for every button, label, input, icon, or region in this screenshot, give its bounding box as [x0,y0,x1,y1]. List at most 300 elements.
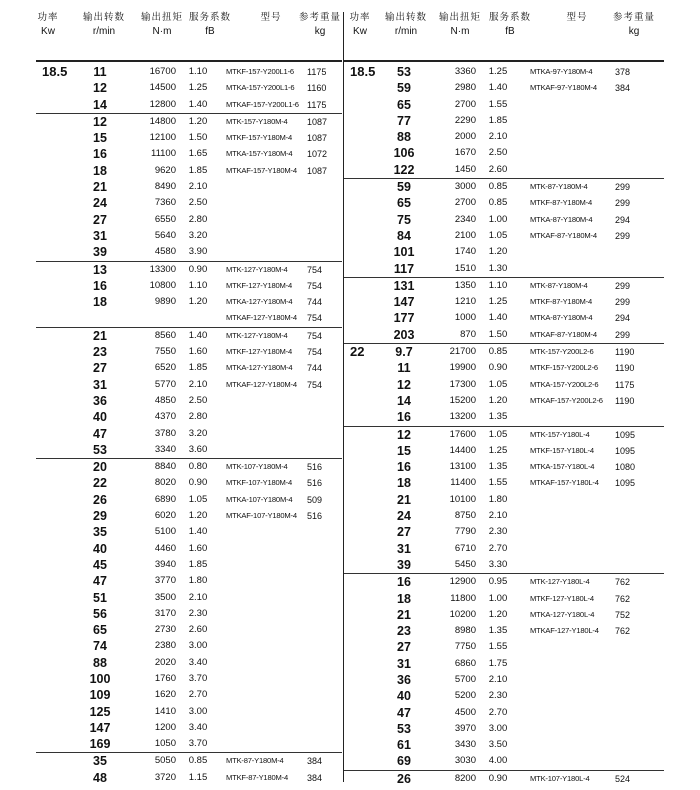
speed-cell: 177 [393,311,415,326]
model-cell: MTKAF-157-Y200L1-6 [226,99,299,109]
header-model-zh: 型号 [260,12,282,23]
speed-cell: 53 [397,721,411,736]
weight-cell: 299 [615,297,631,308]
torque-cell: 11100 [150,148,176,160]
service-factor-cell: 2.70 [488,542,508,554]
weight-cell: 1190 [615,347,635,358]
table-row [36,704,342,720]
weight-cell: 1095 [615,478,636,489]
service-factor-cell: 1.20 [488,394,508,406]
speed-cell: 31 [93,228,107,243]
speed-cell: 59 [397,180,411,195]
header-speed [378,12,434,38]
service-factor-cell: 1.80 [188,575,208,587]
torque-cell: 1410 [154,705,176,717]
model-cell: MTK-157-Y180M-4 [226,116,288,126]
weight-cell: 744 [307,297,323,308]
table-row [36,360,342,376]
speed-cell: 16 [93,278,107,293]
table-row [344,113,664,129]
torque-cell: 5050 [154,755,176,767]
speed-cell: 15 [93,131,107,146]
weight-cell: 516 [307,462,323,473]
table-row [36,228,342,244]
service-factor-cell: 0.85 [488,181,508,193]
speed-cell: 75 [397,212,411,227]
service-factor-cell: 2.50 [488,147,508,159]
service-factor-cell: 2.30 [488,690,508,702]
service-factor-cell: 1.65 [188,148,208,160]
speed-cell: 27 [397,525,411,540]
header-factor [482,12,538,38]
service-factor-cell: 0.90 [188,263,208,275]
service-factor-cell: 2.60 [188,624,208,636]
service-factor-cell: 1.55 [488,477,508,489]
torque-cell: 8840 [154,461,176,473]
speed-cell: 27 [93,361,107,376]
speed-cell: 14 [93,97,107,112]
torque-cell: 15200 [449,394,476,406]
service-factor-cell: 1.05 [488,428,508,440]
table-row [36,163,342,179]
weight-cell: 524 [615,773,631,784]
table-row [344,557,664,573]
service-factor-cell: 1.55 [488,98,508,110]
speed-cell: 24 [397,509,411,524]
weight-cell: 384 [307,772,323,783]
speed-cell: 125 [89,704,111,719]
model-cell: MTKAF-157-Y180L-4 [530,478,599,488]
speed-cell: 23 [397,624,411,639]
service-factor-cell: 1.20 [488,246,508,258]
torque-cell: 870 [460,328,476,340]
speed-cell: 45 [93,557,107,572]
speed-cell: 18 [397,591,411,606]
service-factor-cell: 0.85 [188,755,208,767]
weight-cell: 762 [615,593,631,604]
speed-cell: 131 [393,278,415,293]
header-factor [182,12,238,38]
weight-cell: 299 [615,230,631,241]
torque-cell: 10100 [449,493,476,505]
table-row [344,212,664,228]
weight-cell: 1190 [615,363,635,374]
table-row [36,344,342,360]
speed-cell: 16 [397,460,411,475]
speed-cell: 12 [93,81,107,96]
weight-cell: 1175 [307,67,327,77]
speed-cell: 16 [397,410,411,425]
torque-cell: 3000 [454,181,476,193]
speed-cell: 47 [93,426,107,441]
service-factor-cell: 3.20 [188,427,208,439]
model-cell: MTKF-87-Y180M-4 [530,297,592,307]
service-factor-cell: 3.40 [188,721,208,733]
speed-cell: 65 [397,196,411,211]
model-cell: MTK-87-Y180M-4 [530,280,588,290]
table-row [344,228,664,244]
speed-cell: 16 [93,147,107,162]
speed-cell: 23 [93,345,107,360]
service-factor-cell: 2.80 [188,411,208,423]
weight-cell: 299 [615,329,631,340]
weight-cell: 294 [615,313,631,324]
service-factor-cell: 1.30 [488,262,508,274]
torque-cell: 6710 [454,542,476,554]
torque-cell: 3780 [154,427,176,439]
service-factor-cell: 2.10 [488,673,508,685]
torque-cell: 5200 [454,690,476,702]
torque-cell: 1200 [154,721,176,733]
torque-cell: 3430 [454,739,476,751]
service-factor-cell: 2.30 [488,526,508,538]
table-row [344,770,664,787]
speed-cell: 13 [93,262,107,277]
model-cell: MTKF-107-Y180M-4 [226,478,293,488]
speed-cell: 14 [397,393,411,408]
table-row [36,752,342,769]
torque-cell: 13100 [449,461,476,473]
service-factor-cell: 1.00 [488,213,508,225]
torque-cell: 2700 [454,98,476,110]
service-factor-cell: 0.95 [488,576,508,588]
torque-cell: 6890 [154,493,176,505]
table-row [344,721,664,737]
model-cell: MTKAF-127-Y180M-4 [226,379,297,389]
speed-cell: 9.7 [395,345,413,360]
header-speed-zh: 输出转数 [384,12,427,23]
service-factor-cell: 2.70 [488,706,508,718]
service-factor-cell: 1.40 [188,329,208,341]
model-cell: MTK-157-Y200L2-6 [530,347,594,357]
service-factor-cell: 1.25 [188,82,208,94]
table-row [36,638,342,654]
weight-cell: 516 [307,478,323,489]
right-table-header [344,12,664,62]
header-torque [430,12,490,38]
speed-cell: 22 [93,476,107,491]
service-factor-cell: 1.25 [488,66,508,77]
service-factor-cell: 2.10 [188,378,208,390]
model-cell: MTKA-107-Y180M-4 [226,494,293,504]
header-model [552,12,602,24]
service-factor-cell: 3.00 [488,722,508,734]
model-cell: MTK-107-Y180L-4 [530,773,590,783]
table-row [36,278,342,294]
model-cell: MTKAF-97-Y180M-4 [530,83,597,93]
service-factor-cell: 3.60 [188,443,208,455]
torque-cell: 1210 [454,296,476,308]
torque-cell: 1050 [154,738,176,750]
service-factor-cell: 0.90 [488,772,508,784]
header-torque-unit: N·m [450,26,470,37]
table-row [36,590,342,606]
service-factor-cell: 1.05 [488,378,508,390]
torque-cell: 1670 [454,147,476,159]
weight-cell: 1095 [615,429,636,440]
model-cell: MTK-107-Y180M-4 [226,462,288,472]
model-cell: MTKF-87-Y180M-4 [226,772,288,782]
table-row [344,737,664,753]
table-row [36,113,342,130]
torque-cell: 12800 [149,98,176,110]
table-row [36,687,342,703]
model-cell: MTK-157-Y180L-4 [530,429,590,439]
table-row [344,80,664,96]
service-factor-cell: 3.20 [188,229,208,241]
speed-cell: 21 [397,607,411,622]
model-cell: MTKAF-157-Y200L2-6 [530,395,603,405]
speed-cell: 117 [393,261,415,276]
speed-cell: 65 [397,97,411,112]
service-factor-cell: 4.00 [488,755,508,767]
torque-cell: 10200 [449,608,476,620]
table-row [344,639,664,655]
table-row [36,720,342,736]
header-torque-zh: 输出扭矩 [140,12,183,23]
torque-cell: 4460 [154,542,176,554]
service-factor-cell: 2.10 [488,131,508,143]
torque-cell: 8020 [154,477,176,489]
speed-cell: 122 [393,162,415,177]
service-factor-cell: 1.20 [188,115,208,127]
header-model-zh: 型号 [566,12,588,23]
model-cell: MTKA-127-Y180M-4 [226,363,293,373]
service-factor-cell: 1.15 [188,771,208,783]
torque-cell: 17600 [449,428,476,440]
header-weight-unit: kg [314,26,326,37]
table-row [344,277,664,294]
speed-cell: 27 [93,212,107,227]
service-factor-cell: 1.40 [488,312,508,324]
header-speed-unit: r/min [394,26,418,37]
service-factor-cell: 1.20 [188,296,208,308]
speed-cell: 69 [397,754,411,769]
table-row [36,770,342,786]
table-row [36,655,342,671]
speed-cell: 147 [89,720,111,735]
torque-cell: 2000 [454,131,476,143]
service-factor-cell: 1.40 [188,98,208,110]
speed-cell: 21 [397,492,411,507]
weight-cell: 384 [307,756,323,767]
torque-cell: 3970 [454,722,476,734]
speed-cell: 11 [397,361,411,376]
weight-cell: 1095 [615,445,636,456]
table-row [36,492,342,508]
table-row [344,327,664,343]
service-factor-cell: 1.20 [188,510,208,522]
model-cell: MTKAF-87-Y180M-4 [530,230,597,240]
speed-cell: 20 [93,460,107,475]
model-cell: MTKAF-157-Y180M-4 [226,165,297,175]
torque-cell: 21700 [449,346,476,358]
table-row [344,261,664,277]
torque-cell: 4850 [154,394,176,406]
torque-cell: 7750 [454,641,476,653]
weight-cell: 1175 [615,379,635,390]
weight-cell: 1087 [307,116,328,127]
table-row [36,294,342,310]
torque-cell: 8560 [154,329,176,341]
speed-cell: 12 [93,114,107,129]
table-row [36,179,342,195]
table-row [36,524,342,540]
weight-cell: 1087 [307,133,328,144]
torque-cell: 2980 [454,82,476,94]
table-row [344,672,664,688]
torque-cell: 6020 [154,510,176,522]
speed-cell: 12 [397,427,411,442]
service-factor-cell: 2.50 [188,197,208,209]
speed-cell: 24 [93,196,107,211]
torque-cell: 14800 [149,115,176,127]
header-weight-zh: 参考重量 [612,12,655,23]
torque-cell: 1350 [454,279,476,291]
model-cell: MTK-127-Y180M-4 [226,330,288,340]
speed-cell: 40 [93,410,107,425]
model-cell: MTKAF-107-Y180M-4 [226,511,297,521]
table-row [344,162,664,178]
weight-cell: 754 [307,264,323,275]
torque-cell: 3170 [154,607,176,619]
service-factor-cell: 2.70 [188,689,208,701]
torque-cell: 12100 [149,132,176,144]
service-factor-cell: 1.75 [488,657,508,669]
table-row [36,508,342,524]
header-power [342,12,378,38]
table-row [344,705,664,721]
speed-cell: 47 [93,574,107,589]
service-factor-cell: 1.25 [488,444,508,456]
table-row [344,591,664,607]
table-row [36,64,342,80]
torque-cell: 4370 [154,411,176,423]
service-factor-cell: 1.85 [188,164,208,176]
table-row [344,64,664,80]
torque-cell: 2290 [454,114,476,126]
model-cell: MTKF-157-Y200L2-6 [530,363,598,373]
torque-cell: 2340 [454,213,476,225]
header-speed-unit: r/min [92,26,116,37]
table-row [36,475,342,491]
torque-cell: 5100 [154,526,176,538]
speed-cell: 21 [93,328,107,343]
weight-cell: 762 [615,626,631,637]
table-row [344,377,664,393]
speed-cell: 31 [397,656,411,671]
torque-cell: 2730 [154,624,176,636]
weight-cell: 754 [307,379,323,390]
torque-cell: 3340 [154,443,176,455]
weight-cell: 1190 [615,395,635,406]
service-factor-cell: 0.80 [188,461,208,473]
header-factor-zh: 服务系数 [188,12,231,23]
speed-cell: 18 [397,476,411,491]
weight-cell: 384 [615,83,631,94]
service-factor-cell: 1.10 [188,279,208,291]
service-factor-cell: 1.55 [488,641,508,653]
model-cell: MTK-127-Y180M-4 [226,264,288,274]
header-power-zh: 功率 [349,12,371,23]
left-table-body [36,64,342,786]
header-torque-zh: 输出扭矩 [438,12,481,23]
service-factor-cell: 1.35 [488,461,508,473]
header-speed [76,12,132,38]
speed-cell: 59 [397,81,411,96]
speed-cell: 56 [93,606,107,621]
table-row [36,327,342,344]
service-factor-cell: 3.00 [188,640,208,652]
table-row [36,671,342,687]
header-model [246,12,296,24]
torque-cell: 3360 [454,66,476,77]
model-cell: MTKF-157-Y180M-4 [226,133,293,143]
torque-cell: 3770 [154,575,176,587]
table-row [36,393,342,409]
table-row [344,294,664,310]
table-row [344,623,664,639]
torque-cell: 1740 [454,246,476,258]
service-factor-cell: 2.10 [188,591,208,603]
weight-cell: 299 [615,198,631,209]
torque-cell: 2380 [154,640,176,652]
table-row [36,195,342,211]
service-factor-cell: 1.85 [188,558,208,570]
torque-cell: 1450 [454,163,476,175]
torque-cell: 3500 [154,591,176,603]
service-factor-cell: 1.40 [488,82,508,94]
table-row [344,360,664,376]
table-row [344,97,664,113]
header-power-unit: Kw [353,26,367,37]
torque-cell: 14500 [149,82,176,94]
power-cell: 18.5 [350,64,376,79]
torque-cell: 13300 [149,263,176,275]
speed-cell: 74 [93,639,107,654]
torque-cell: 4500 [454,706,476,718]
model-cell: MTK-87-Y180M-4 [530,182,588,192]
torque-cell: 19900 [449,362,476,374]
model-cell: MTKF-157-Y200L1-6 [226,67,294,76]
torque-cell: 4580 [154,246,176,258]
speed-cell: 100 [89,671,111,686]
torque-cell: 2700 [454,197,476,209]
speed-cell: 40 [93,541,107,556]
right-table-body [344,64,664,787]
table-row [344,524,664,540]
left-table-header [36,12,342,62]
speed-cell: 39 [397,557,411,572]
header-factor-unit: fB [205,26,215,37]
model-cell: MTKAF-127-Y180L-4 [530,626,599,636]
model-cell: MTKA-127-Y180L-4 [530,609,595,619]
table-row [344,475,664,491]
torque-cell: 7790 [454,526,476,538]
table-row [36,212,342,228]
service-factor-cell: 1.60 [188,542,208,554]
service-factor-cell: 2.50 [188,394,208,406]
service-factor-cell: 0.85 [488,197,508,209]
torque-cell: 2020 [154,656,176,668]
header-power-unit: Kw [41,26,55,37]
speed-cell: 31 [397,541,411,556]
weight-cell: 516 [307,511,323,522]
table-row [36,426,342,442]
header-power-zh: 功率 [37,12,59,23]
table-row [36,573,342,589]
table-row [36,377,342,393]
